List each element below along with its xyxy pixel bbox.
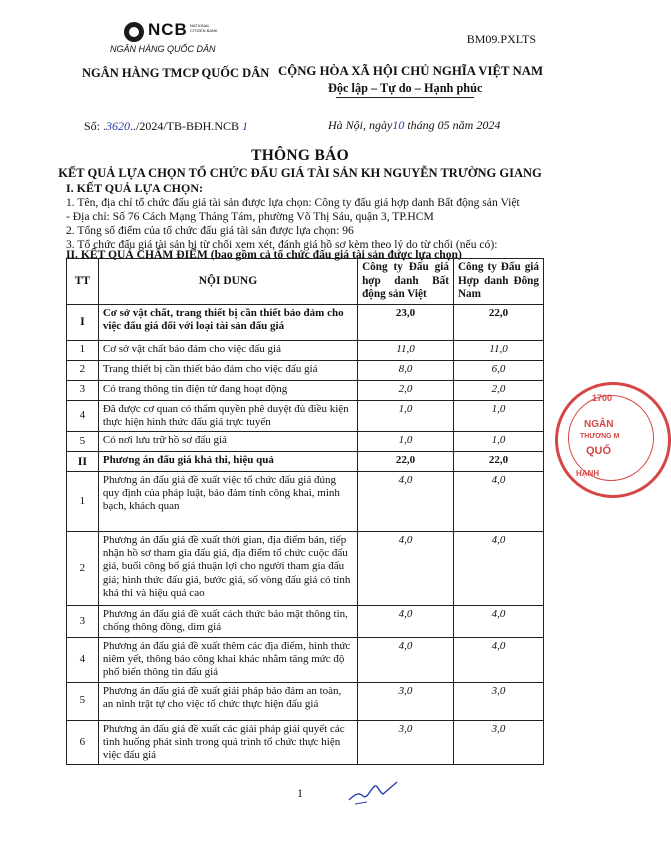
row-score-company-b: 3,0 [453,682,543,720]
document-number [84,119,248,134]
stamp-text: 1700 [592,393,613,403]
row-tt: 5 [67,682,99,720]
col-header-company-b: Công ty Đấu giá Hợp danh Đông Nam [453,259,543,305]
ncb-logo-icon [124,22,144,42]
motto-underline [336,97,474,98]
table-row [67,360,544,380]
row-content: Phương án đấu giá đề xuất các giải pháp giải quyết các tình huống phát sinh trong quá trình tổ chức thực hiện việc đấu giá [98,720,357,765]
row-tt: I [67,304,99,340]
table-row [67,682,544,720]
row-tt: 4 [67,400,99,431]
doc-prefix: Số: . [84,119,107,133]
place-day-handwritten: 10 [392,118,405,132]
section-1-line: 2. Tổng số điểm của tổ chức đấu giá tài sản được lựa chọn: 96 [66,224,354,237]
stamp-text: THƯƠNG M [580,433,620,440]
row-score-company-a: 23,0 [358,304,454,340]
form-code: BM09.PXLTS [466,32,536,46]
row-score-company-a: 4,0 [358,531,454,605]
row-tt: 5 [67,431,99,451]
row-tt: II [67,451,99,471]
row-score-company-a: 8,0 [358,360,454,380]
table-row [67,304,544,340]
row-tt: 6 [67,720,99,765]
doc-suffix: ../2024/TB-BĐH.NCB [130,119,240,133]
document-subtitle: KẾT QUẢ LỰA CHỌN TỔ CHỨC ĐẤU GIÁ TÀI SẢN KH NGUYỄN TRƯỜNG GIANG [58,166,542,180]
table-row [67,340,544,360]
section-1-line: 3. Tổ chức đấu giá tài sản bị từ chối xem xét, đánh giá hồ sơ kèm theo lý do từ chối (nếu có): [66,238,498,251]
row-content: Phương án đấu giá đề xuất thời gian, địa điểm bán, tiếp nhận hồ sơ tham gia đấu giá, địa điểm tổ chức cuộc đấu giá, buổi công bố giá thuận lợi cho người tham gia đấu giá; hình thức đấu giá, bước giá, số vòng đấu giá có tính khả thi và hiệu quả cao [98,531,357,605]
col-header-tt: TT [67,259,99,305]
row-score-company-b: 22,0 [453,451,543,471]
row-score-company-a: 3,0 [358,682,454,720]
section-1-heading: I. KẾT QUẢ LỰA CHỌN: [66,181,204,195]
row-content: Phương án đấu giá đề xuất thêm các địa điểm, hình thức niêm yết, thông báo công khai khác nhằm tăng mức độ phổ biến thông tin đấu giá [98,637,357,682]
row-score-company-b: 1,0 [453,431,543,451]
logo-tagline-en: NATIONAL CITIZEN BANK [190,23,218,33]
document-title: THÔNG BÁO [251,147,349,164]
motto: Độc lập – Tự do – Hạnh phúc [328,81,483,95]
section-1-line: - Địa chỉ: Số 76 Cách Mạng Tháng Tám, phường Võ Thị Sáu, quận 3, TP.HCM [66,210,434,223]
table-row [67,471,544,531]
table-row [67,605,544,637]
table-row [67,637,544,682]
row-content: Có trang thông tin điện tử đang hoạt động [98,380,357,400]
place-prefix: Hà Nội, ngày [328,118,393,132]
doc-suffix-handwritten: 1 [242,119,249,133]
row-score-company-a: 4,0 [358,605,454,637]
row-score-company-a: 11,0 [358,340,454,360]
nation-heading: CỘNG HÒA XÃ HỘI CHỦ NGHĨA VIỆT NAM [278,64,544,78]
row-score-company-b: 6,0 [453,360,543,380]
row-score-company-b: 4,0 [453,605,543,637]
row-score-company-b: 3,0 [453,720,543,765]
table-row [67,451,544,471]
row-content: Cơ sở vật chất bảo đảm cho việc đấu giá [98,340,357,360]
row-score-company-b: 4,0 [453,637,543,682]
row-score-company-a: 2,0 [358,380,454,400]
row-tt: 3 [67,380,99,400]
table-row [67,531,544,605]
table-row [67,400,544,431]
logo-brand: NCB [148,20,188,39]
section-1-line: 1. Tên, địa chỉ tổ chức đấu giá tài sản được lựa chọn: Công ty đấu giá hợp danh Bất động sản Việt [66,196,520,209]
stamp-text: QUỐ [586,445,612,457]
score-table [66,258,544,765]
row-tt: 1 [67,471,99,531]
row-tt: 2 [67,360,99,380]
row-score-company-b: 4,0 [453,471,543,531]
row-tt: 1 [67,340,99,360]
row-content: Phương án đấu giá khả thi, hiệu quả [98,451,357,471]
bank-name: NGÂN HÀNG TMCP QUỐC DÂN [82,66,270,80]
row-score-company-a: 4,0 [358,637,454,682]
ncb-logo [92,18,222,58]
row-score-company-a: 22,0 [358,451,454,471]
table-row [67,720,544,765]
row-content: Phương án đấu giá đề xuất cách thức bảo mật thông tin, chống thông đồng, dìm giá [98,605,357,637]
row-score-company-a: 1,0 [358,400,454,431]
initial-signature [345,780,405,810]
table-row [67,431,544,451]
stamp-text: NGÂN [584,419,614,430]
logo-tagline-vn: NGÂN HÀNG QUỐC DÂN [110,44,216,54]
row-content: Trang thiết bị cần thiết bảo đảm cho việc đấu giá [98,360,357,380]
row-content: Đã được cơ quan có thẩm quyền phê duyệt đủ điều kiện thực hiện hình thức đấu giá trực tuyến [98,400,357,431]
row-score-company-b: 1,0 [453,400,543,431]
page-number: 1 [297,786,303,800]
doc-number-handwritten: 3620 [106,119,131,133]
row-score-company-a: 4,0 [358,471,454,531]
stamp-text: HẠNH [576,469,600,478]
row-content: Phương án đấu giá đề xuất giải pháp bảo đảm an toàn, an ninh trật tự cho việc tổ chức thực hiện đấu giá [98,682,357,720]
col-header-company-a: Công ty Đấu giá hợp danh Bất động sản Việt [358,259,454,305]
row-tt: 2 [67,531,99,605]
row-tt: 4 [67,637,99,682]
row-score-company-b: 2,0 [453,380,543,400]
place-date [328,118,500,133]
row-score-company-b: 11,0 [453,340,543,360]
place-suffix: tháng 05 năm 2024 [404,118,501,132]
row-score-company-b: 4,0 [453,531,543,605]
table-row [67,380,544,400]
row-score-company-b: 22,0 [453,304,543,340]
company-stamp [555,382,671,498]
section-2-heading: II. KẾT QUẢ CHẤM ĐIỂM (bao gồm cả tổ chức đấu giá tài sản được lựa chọn) [66,248,462,261]
row-content: Cơ sở vật chất, trang thiết bị cần thiết bảo đảm cho việc đấu giá đối với loại tài sản đấu giá [98,304,357,340]
table-header-row [67,259,544,305]
row-content: Có nơi lưu trữ hồ sơ đấu giá [98,431,357,451]
row-score-company-a: 3,0 [358,720,454,765]
col-header-content: NỘI DUNG [98,259,357,305]
row-tt: 3 [67,605,99,637]
row-score-company-a: 1,0 [358,431,454,451]
row-content: Phương án đấu giá đề xuất việc tổ chức đấu giá đúng quy định của pháp luật, bảo đảm tính công khai, minh bạch, khách quan [98,471,357,531]
